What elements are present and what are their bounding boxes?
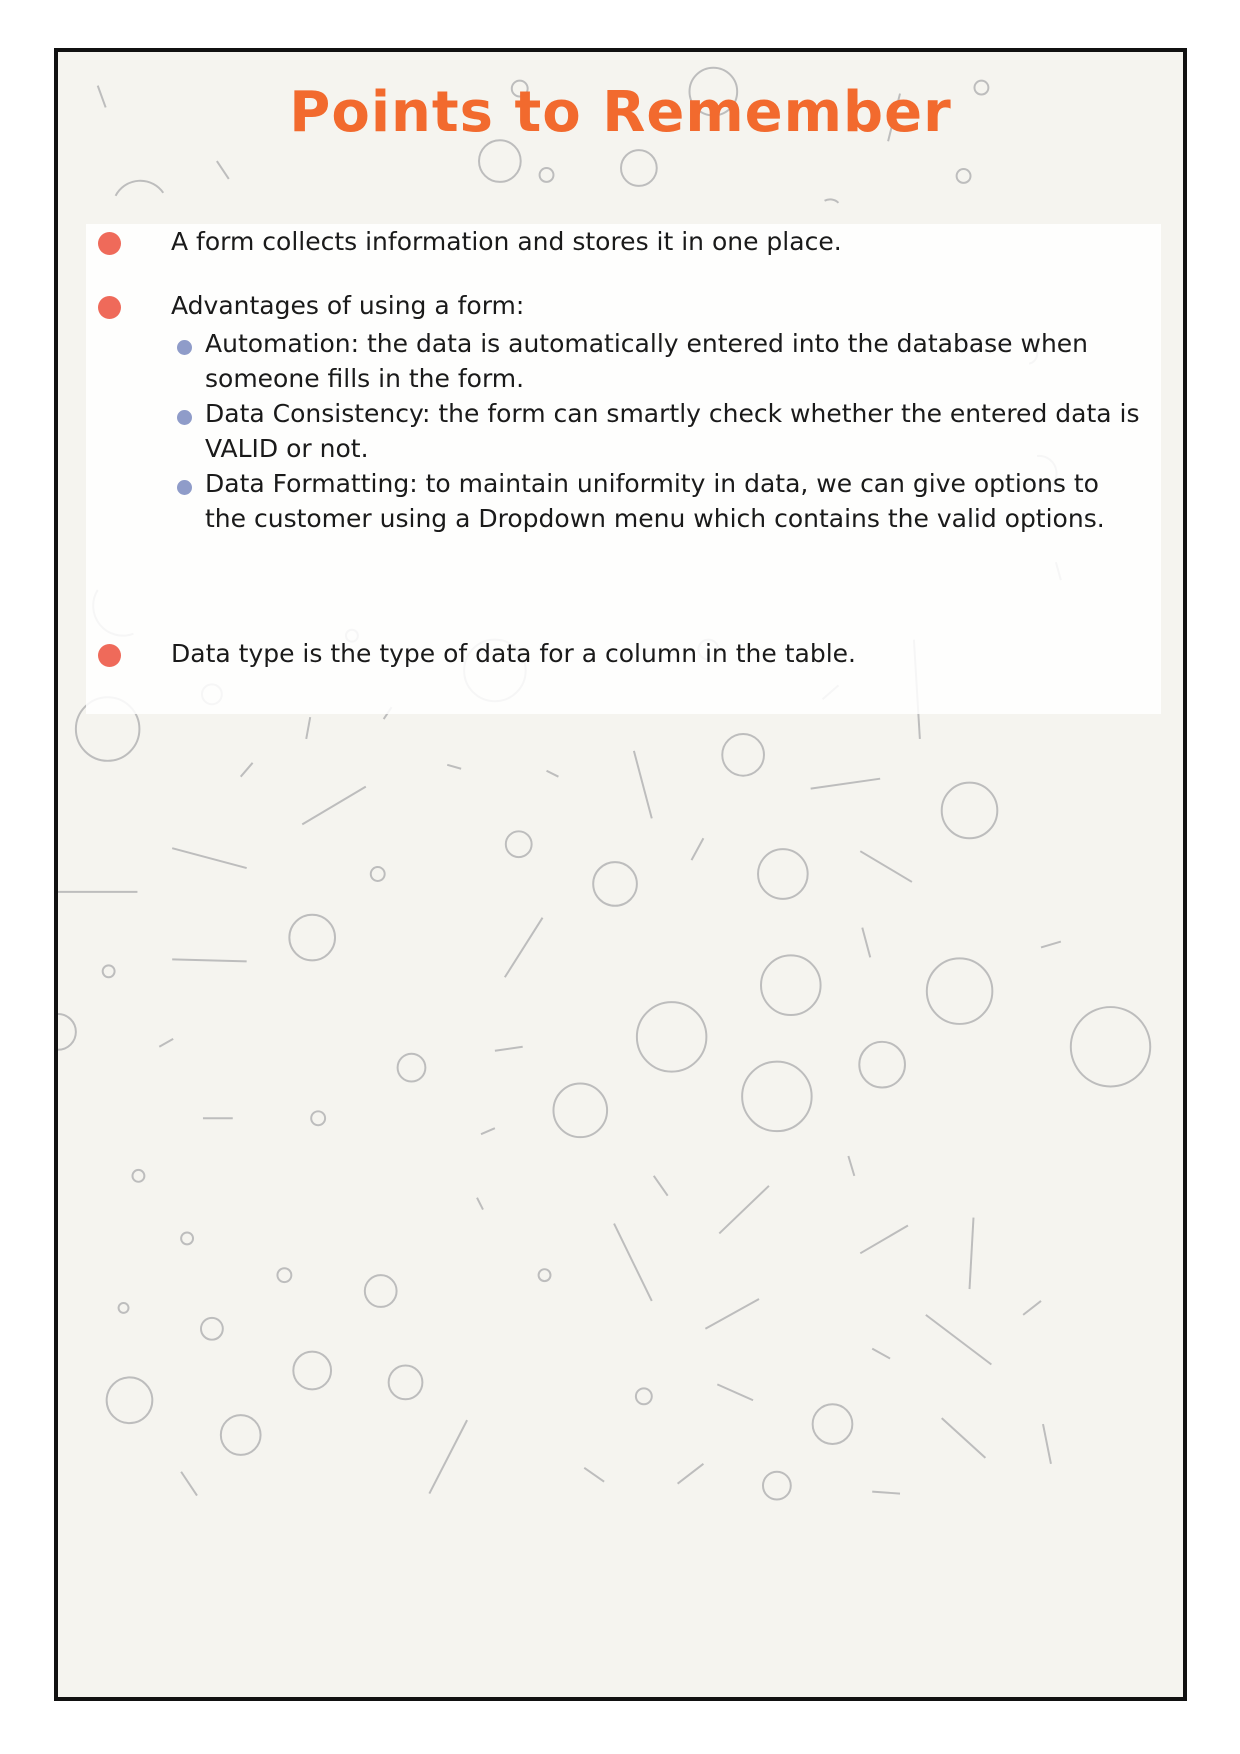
bullet-dot-icon bbox=[98, 296, 121, 319]
points-panel bbox=[86, 224, 1161, 714]
point-text: Advantages of using a form: bbox=[171, 291, 525, 320]
sub-bullet-dot-icon bbox=[177, 480, 192, 495]
point-text: Data type is the type of data for a column in the table. bbox=[171, 639, 856, 668]
point-text: A form collects information and stores it in one place. bbox=[171, 227, 842, 256]
page-title: Points to Remember bbox=[289, 80, 952, 145]
subpoint-text: Data Formatting: to maintain uniformity in data, we can give options to the customer using a Dropdown menu which contains the valid options. bbox=[205, 469, 1105, 533]
subpoint-item bbox=[171, 466, 1151, 536]
bullet-dot-icon bbox=[98, 232, 121, 255]
page-frame bbox=[54, 48, 1187, 1701]
bullet-dot-icon bbox=[98, 644, 121, 667]
sub-bullet-dot-icon bbox=[177, 340, 192, 355]
sub-bullet-dot-icon bbox=[177, 410, 192, 425]
subpoint-text: Data Consistency: the form can smartly check whether the entered data is VALID or not. bbox=[205, 399, 1140, 463]
subpoint-list bbox=[171, 326, 1151, 536]
subpoint-item bbox=[171, 326, 1151, 396]
subpoint-text: Automation: the data is automatically entered into the database when someone fills in the form. bbox=[205, 329, 1089, 393]
subpoint-item bbox=[171, 396, 1151, 466]
